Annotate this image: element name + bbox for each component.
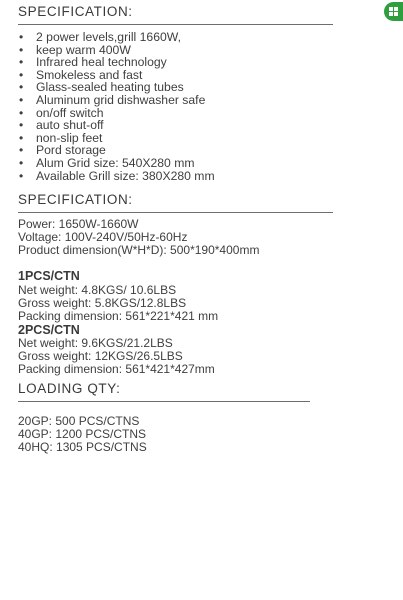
bullet-icon: • xyxy=(19,55,24,70)
feature-item: • auto shut-off xyxy=(19,118,104,133)
net-weight-line: Net weight: 4.8KGS/ 10.6LBS xyxy=(18,282,177,297)
feature-item: • Infrared heal technology xyxy=(19,55,167,70)
loading-40hq: 40HQ: 1305 PCS/CTNS xyxy=(18,440,147,455)
feature-item: • on/off switch xyxy=(19,105,104,120)
bullet-icon: • xyxy=(19,130,24,145)
feature-item: • Alum Grid size: 540X280 mm xyxy=(19,155,195,170)
loading-qty-list xyxy=(18,415,333,454)
electrical-specs xyxy=(18,218,333,257)
loading-40gp: 40GP: 1200 PCS/CTNS xyxy=(18,427,147,442)
grid-glyph-icon xyxy=(389,7,398,16)
bullet-icon: • xyxy=(19,30,24,44)
bullet-icon: • xyxy=(19,105,24,120)
bullet-icon: • xyxy=(19,155,24,170)
bullet-icon: • xyxy=(19,118,24,133)
packing-dimension-line: Packing dimension: 561*221*421 mm xyxy=(18,308,219,323)
specification-heading-2: SPECIFICATION: xyxy=(18,192,333,213)
bullet-icon: • xyxy=(19,168,24,183)
feature-list xyxy=(18,31,333,182)
feature-item: • Pord storage xyxy=(19,143,106,158)
spec-sheet xyxy=(18,4,333,454)
net-weight-line: Net weight: 9.6KGS/21.2LBS xyxy=(18,336,173,351)
feature-item: • Smokeless and fast xyxy=(19,67,143,82)
feature-item: • Aluminum grid dishwasher safe xyxy=(19,92,206,107)
gross-weight-line: Gross weight: 5.8KGS/12.8LBS xyxy=(18,295,187,310)
pack-1pcs-details xyxy=(18,284,333,323)
feature-item: • 2 power levels,grill 1660W, xyxy=(19,30,181,44)
voltage-line: Voltage: 100V-240V/50Hz-60Hz xyxy=(18,230,188,245)
pack-1pcs-title: 1PCS/CTN xyxy=(18,269,80,284)
feature-item: • Available Grill size: 380X280 mm xyxy=(19,168,215,183)
product-dimension-line: Product dimension(W*H*D): 500*190*400mm xyxy=(18,243,260,258)
feature-item: • non-slip feet xyxy=(19,130,103,145)
grid-menu-icon[interactable] xyxy=(384,2,403,21)
gross-weight-line: Gross weight: 12KGS/26.5LBS xyxy=(18,349,183,364)
loading-20gp: 20GP: 500 PCS/CTNS xyxy=(18,414,140,429)
bullet-icon: • xyxy=(19,143,24,158)
loading-qty-heading: LOADING QTY: xyxy=(18,381,310,402)
specification-heading: SPECIFICATION: xyxy=(18,4,333,25)
bullet-icon: • xyxy=(19,92,24,107)
feature-item: • Glass-sealed heating tubes xyxy=(19,80,184,95)
bullet-icon: • xyxy=(19,80,24,95)
packing-dimension-line: Packing dimension: 561*421*427mm xyxy=(18,362,215,377)
feature-item: • keep warm 400W xyxy=(19,42,131,57)
pack-2pcs-details xyxy=(18,337,333,376)
pack-2pcs-title: 2PCS/CTN xyxy=(18,322,80,337)
bullet-icon: • xyxy=(19,67,24,82)
bullet-icon: • xyxy=(19,42,24,57)
power-line: Power: 1650W-1660W xyxy=(18,217,139,232)
